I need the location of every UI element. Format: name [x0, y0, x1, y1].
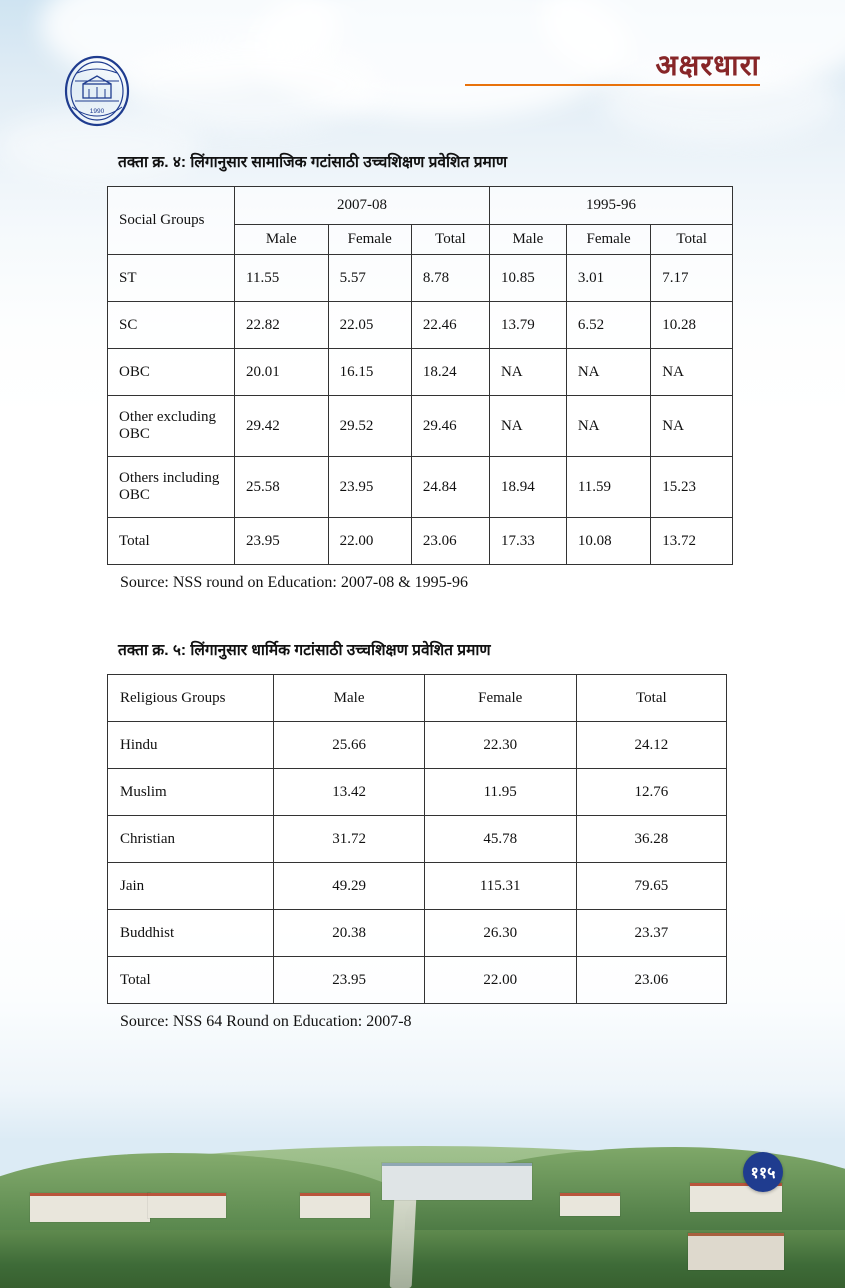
- cell-value: 23.95: [274, 957, 424, 1004]
- row-label: Jain: [108, 863, 274, 910]
- row-label: Hindu: [108, 722, 274, 769]
- table-5-source: Source: NSS 64 Round on Education: 2007-8: [120, 1013, 412, 1030]
- cell-value: 26.30: [424, 910, 576, 957]
- cell-value: 11.55: [235, 255, 329, 302]
- row-label: OBC: [108, 349, 235, 396]
- cell-value: 16.15: [328, 349, 411, 396]
- table-4-source: Source: NSS round on Education: 2007-08 & 1995-96: [120, 574, 468, 591]
- table-row: [108, 349, 733, 396]
- column-header-male-1995: Male: [489, 225, 566, 255]
- cell-value: 20.01: [235, 349, 329, 396]
- cell-value: 17.33: [489, 518, 566, 565]
- cell-value: 6.52: [566, 302, 650, 349]
- cell-value: 115.31: [424, 863, 576, 910]
- column-group-header-2007-08: 2007-08: [235, 187, 490, 225]
- cell-value: 31.72: [274, 816, 424, 863]
- table-row: [108, 769, 727, 816]
- cell-value: 23.06: [576, 957, 726, 1004]
- cell-value: 10.08: [566, 518, 650, 565]
- cell-value: 15.23: [651, 457, 733, 518]
- column-header-female-1995: Female: [566, 225, 650, 255]
- table-row: [108, 910, 727, 957]
- table-5-caption: तक्ता क्र. ५: लिंगानुसार धार्मिक गटांसाठी उच्चशिक्षण प्रवेशित प्रमाण: [118, 642, 491, 659]
- column-header-total: Total: [576, 675, 726, 722]
- column-header-female: Female: [424, 675, 576, 722]
- cell-value: 22.46: [411, 302, 489, 349]
- cell-value: 22.30: [424, 722, 576, 769]
- cell-value: 24.84: [411, 457, 489, 518]
- cell-value: 23.95: [328, 457, 411, 518]
- column-header-female-2007: Female: [328, 225, 411, 255]
- campus-building: [560, 1193, 620, 1216]
- column-group-header-1995-96: 1995-96: [489, 187, 732, 225]
- cell-value: 36.28: [576, 816, 726, 863]
- table-row: [108, 302, 733, 349]
- page-content: [0, 150, 845, 1031]
- campus-building: [688, 1233, 784, 1270]
- row-label: Total: [108, 518, 235, 565]
- masthead-rule: [465, 84, 760, 86]
- cell-value: 22.82: [235, 302, 329, 349]
- row-label: Muslim: [108, 769, 274, 816]
- cell-value: 11.95: [424, 769, 576, 816]
- table-row: [108, 255, 733, 302]
- row-label: Total: [108, 957, 274, 1004]
- cell-value: 18.24: [411, 349, 489, 396]
- cell-value: 13.79: [489, 302, 566, 349]
- cell-value: NA: [566, 349, 650, 396]
- page-number-badge: ११५: [743, 1152, 783, 1192]
- table-row: [108, 722, 727, 769]
- cell-value: 7.17: [651, 255, 733, 302]
- column-header-male: Male: [274, 675, 424, 722]
- svg-text:1990: 1990: [89, 108, 105, 115]
- page-header: [0, 0, 845, 150]
- column-header-total-2007: Total: [411, 225, 489, 255]
- cell-value: 25.58: [235, 457, 329, 518]
- social-groups-table: [107, 186, 733, 565]
- cell-value: 8.78: [411, 255, 489, 302]
- cell-value: 22.00: [328, 518, 411, 565]
- cell-value: 45.78: [424, 816, 576, 863]
- row-label: Christian: [108, 816, 274, 863]
- campus-building-main: [382, 1163, 532, 1200]
- table-row: [108, 816, 727, 863]
- cell-value: 23.37: [576, 910, 726, 957]
- cell-value: 79.65: [576, 863, 726, 910]
- column-header-religious-groups: Religious Groups: [108, 675, 274, 722]
- cell-value: 10.85: [489, 255, 566, 302]
- row-label: ST: [108, 255, 235, 302]
- cell-value: 22.00: [424, 957, 576, 1004]
- row-label: SC: [108, 302, 235, 349]
- masthead-title: अक्षरधारा: [655, 50, 760, 82]
- table-row: [108, 518, 733, 565]
- cell-value: 13.42: [274, 769, 424, 816]
- cell-value: 23.95: [235, 518, 329, 565]
- cell-value: 24.12: [576, 722, 726, 769]
- column-header-male-2007: Male: [235, 225, 329, 255]
- religious-groups-table: [107, 674, 727, 1004]
- cell-value: 20.38: [274, 910, 424, 957]
- column-header-total-1995: Total: [651, 225, 733, 255]
- table-row: [108, 457, 733, 518]
- campus-building: [148, 1193, 226, 1218]
- table-4-caption: तक्ता क्र. ४: लिंगानुसार सामाजिक गटांसाठी उच्चशिक्षण प्रवेशित प्रमाण: [118, 154, 508, 171]
- cell-value: NA: [489, 396, 566, 457]
- cell-value: 13.72: [651, 518, 733, 565]
- cell-value: 25.66: [274, 722, 424, 769]
- cell-value: 29.52: [328, 396, 411, 457]
- cell-value: NA: [566, 396, 650, 457]
- cell-value: 3.01: [566, 255, 650, 302]
- cell-value: 11.59: [566, 457, 650, 518]
- cell-value: NA: [489, 349, 566, 396]
- cell-value: NA: [651, 396, 733, 457]
- campus-building: [30, 1193, 150, 1222]
- cell-value: NA: [651, 349, 733, 396]
- cell-value: 5.57: [328, 255, 411, 302]
- cell-value: 29.46: [411, 396, 489, 457]
- table-header-row: [108, 675, 727, 722]
- row-label: Buddhist: [108, 910, 274, 957]
- cell-value: 18.94: [489, 457, 566, 518]
- table-row: [108, 396, 733, 457]
- table-header-row-1: [108, 187, 733, 225]
- row-label: Others including OBC: [108, 457, 235, 518]
- institution-emblem-icon: [63, 55, 131, 127]
- row-label: Other excluding OBC: [108, 396, 235, 457]
- cell-value: 29.42: [235, 396, 329, 457]
- campus-building: [300, 1193, 370, 1218]
- table-row: [108, 863, 727, 910]
- cell-value: 22.05: [328, 302, 411, 349]
- cell-value: 10.28: [651, 302, 733, 349]
- cell-value: 23.06: [411, 518, 489, 565]
- campus-landscape-photo: [0, 1128, 845, 1288]
- cell-value: 49.29: [274, 863, 424, 910]
- masthead: [655, 52, 760, 81]
- cell-value: 12.76: [576, 769, 726, 816]
- table-corner-header: Social Groups: [108, 187, 235, 255]
- table-row: [108, 957, 727, 1004]
